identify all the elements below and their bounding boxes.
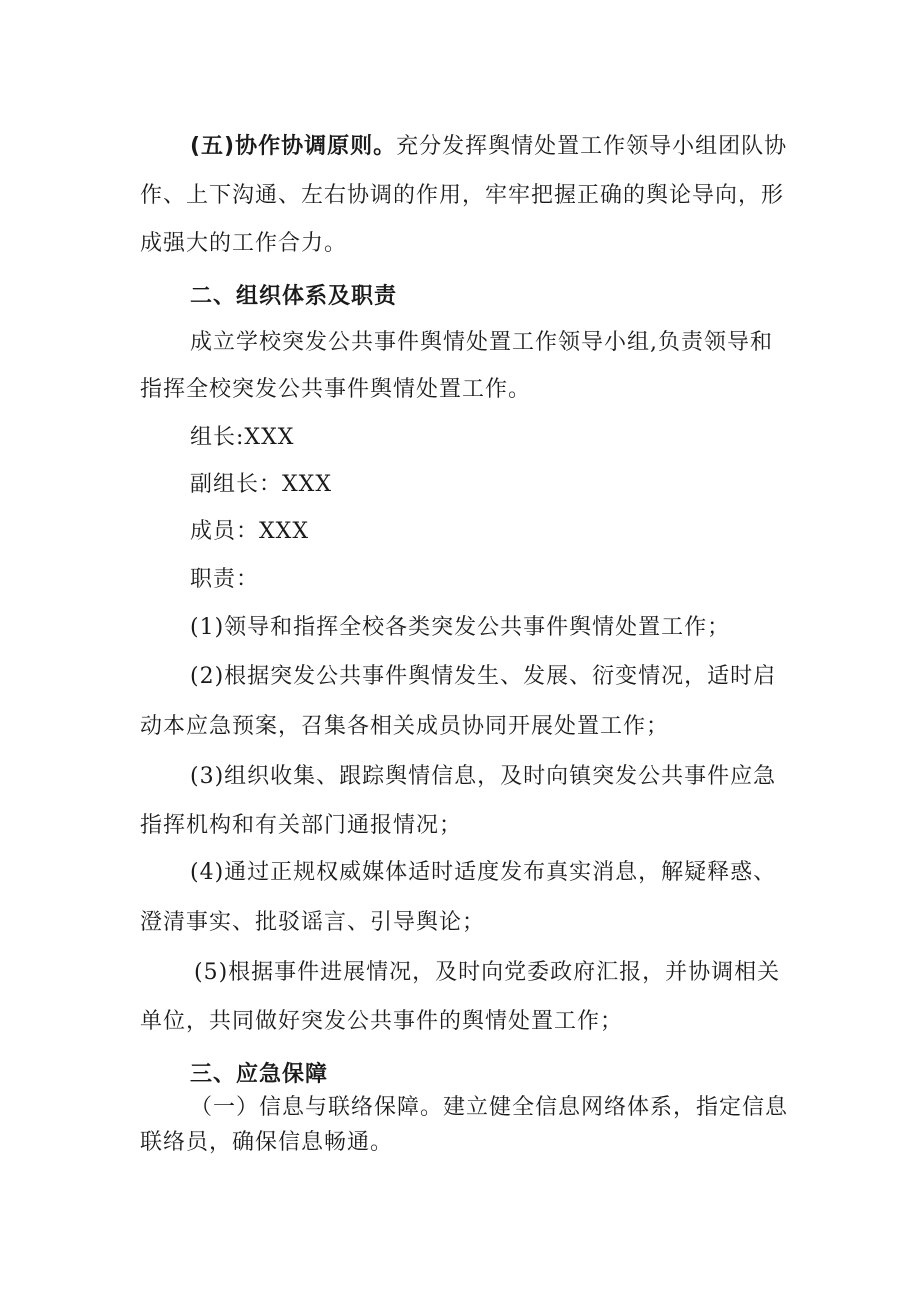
- duty4-line2: 澄清事实、批驳谣言、引导舆论；: [140, 910, 486, 935]
- duty2-line2: 动本应急预案，召集各相关成员协同开展处置工作；: [140, 714, 670, 739]
- duty1-line1: (1)领导和指挥全校各类突发公共事件舆情处置工作；: [190, 615, 731, 640]
- duty3-line2: 指挥机构和有关部门通报情况；: [140, 813, 463, 838]
- duty2-line1: (2)根据突发公共事件舆情发生、发展、衍变情况，适时启: [190, 664, 777, 689]
- org-leader: 组长:XXX: [190, 425, 295, 450]
- duty5-line2: 单位，共同做好突发公共事件的舆情处置工作；: [140, 1009, 624, 1034]
- org-members: 成员：XXX: [190, 519, 309, 544]
- section-five-line3: 成强大的工作合力。: [140, 231, 348, 256]
- org-deputy: 副组长：XXX: [190, 472, 332, 497]
- org-intro-line2: 指挥全校突发公共事件舆情处置工作。: [140, 377, 532, 402]
- duty3-line1: (3)组织收集、跟踪舆情信息，及时向镇突发公共事件应急: [190, 764, 777, 789]
- section-five-text: 充分发挥舆情处置工作领导小组团队协: [396, 134, 788, 159]
- guarantee-heading: 三、应急保障: [190, 1062, 329, 1087]
- duty5-line1: (5)根据事件进展情况，及时向党委政府汇报，并协调相关: [194, 960, 781, 985]
- org-intro-line1: 成立学校突发公共事件舆情处置工作领导小组,负责领导和: [190, 330, 773, 355]
- org-duties-label: 职责：: [190, 567, 260, 592]
- duty4-line1: (4)通过正规权威媒体适时适度发布真实消息，解疑释惑、: [190, 860, 777, 885]
- section-five-line2: 作、上下沟通、左右协调的作用，牢牢把握正确的舆论导向，形: [140, 183, 785, 208]
- guarantee-item1-line1: （一）信息与联络保障。建立健全信息网络体系，指定信息: [190, 1095, 789, 1120]
- section-five-title: (五)协作协调原则。: [190, 134, 397, 159]
- section-five-line1: [190, 132, 787, 162]
- guarantee-item1-line2: 联络员，确保信息畅通。: [140, 1130, 394, 1155]
- org-heading: 二、组织体系及职责: [190, 284, 398, 309]
